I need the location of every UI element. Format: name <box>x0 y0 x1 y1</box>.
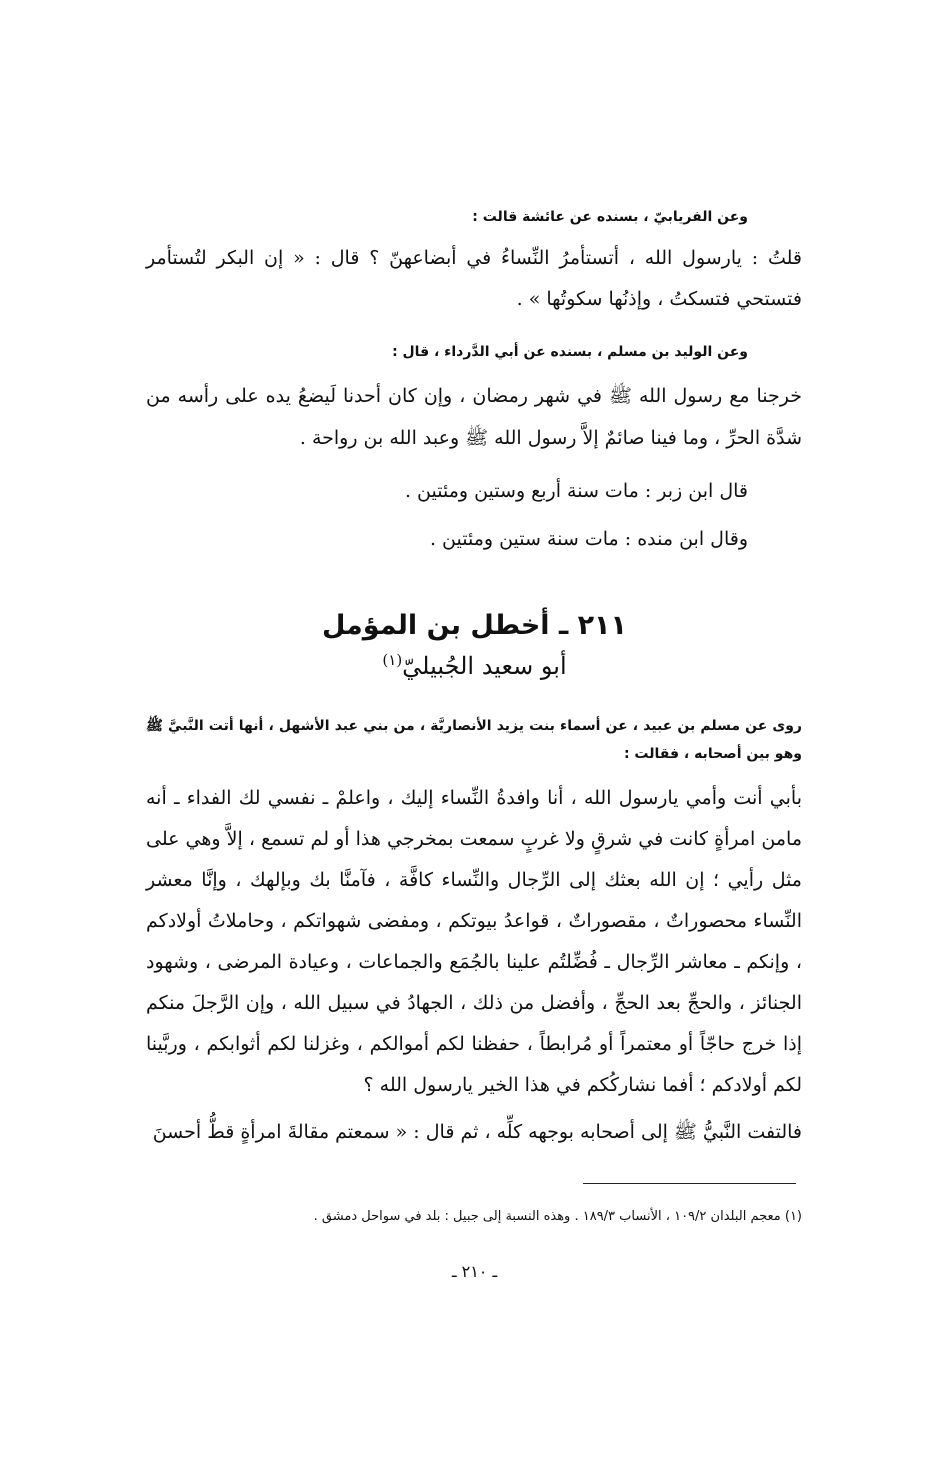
page-number: ـ ٢١٠ ـ <box>451 1262 498 1281</box>
entry-subtitle-line <box>0 648 949 684</box>
death-note-ibn-mandah: وقال ابن منده : مات سنة ستين ومئتين . <box>429 528 748 550</box>
entry-subtitle: أبو سعيد الجُبيليّ <box>402 652 567 680</box>
footnote-divider <box>583 1183 796 1184</box>
entry-paragraph-2: فالتفت النَّبيُّ ﷺ إلى أصحابه بوجهه كلِّه ، ثم قال : « سمعتم مقالةَ امرأةٍ قطُّ أحسنَ <box>152 1121 802 1143</box>
isnad-aisha: وعن الفريابيّ ، بسنده عن عائشة قالت : <box>472 209 748 225</box>
footnote-marker: (١) <box>382 651 403 669</box>
death-note-ibn-zabr: قال ابن زبر : مات سنة أربع وستين ومئتين . <box>404 480 748 502</box>
entry-title: ٢١١ ـ أخطل بن المؤمل <box>321 610 628 641</box>
entry-paragraph-1: بأبي أنت وأمي يارسول الله ، أنا وافدةُ النِّساء إليك ، واعلمْ ـ نفسي لك الفداء ـ أنه مامن امرأةٍ كانت في شرقٍ ولا غربٍ سمعت بمخرجي هذا أو لم تسمع ، إلاَّ وهي على مثل رأيي ؛ إن الله بعثك إلى الرِّجال والنِّساء كافَّة ، فآمنَّا بك وبإلهك ، وإنَّا معشر النِّساء محصوراتٌ ، مقصوراتٌ ، قواعدُ بيوتكم ، ومفضى شهواتكم ، وحاملاتُ أولادكم ، وإنكم ـ معاشر الرِّجال ـ فُضِّلتُم علينا بالجُمَع والجماعات ، وعيادة المرضى ، وشهود الجنائز ، والحجِّ بعد الحجِّ ، وأفضل من ذلك ، الجهادُ في سبيل الله ، وإن الرَّجلَ منكم إذا خرج حاجّاً أو معتمراً أو مُرابطاً ، حفظنا لكم أموالكم ، وغزلنا لكم أثوابكم ، وربَّينا لكم أولادكم ؛ أفما نشاركُكم في هذا الخير يارسول الله ؟ <box>146 787 802 1096</box>
hadith-abu-darda-text: خرجنا مع رسول الله ﷺ في شهر رمضان ، وإن كان أحدنا لَيضعُ يده على رأسه من شدَّة الحرِّ ، وما فينا صائمٌ إلاَّ رسول الله ﷺ وعبد الله بن رواحة . <box>146 385 802 449</box>
entry-isnad: روى عن مسلم بن عبيد ، عن أسماء بنت يزيد الأنصاريَّة ، من بني عبد الأشهل ، أنها أتت النَّبيَّ ﷺ وهو بين أصحابه ، فقالت : <box>146 718 802 762</box>
isnad-abu-darda: وعن الوليد بن مسلم ، بسنده عن أبي الدَّرداء ، قال : <box>392 344 748 360</box>
hadith-aisha-text: قلتُ : يارسول الله ، أتستأمرُ النِّساءُ في أبضاعهنّ ؟ قال : « إن البكر لتُستأمر فتستحي فتسكتُ ، وإذنُها سكوتُها » . <box>146 247 802 310</box>
footnote-text: (١) معجم البلدان ١٠٩/٢ ، الأنساب ١٨٩/٣ . وهذه النسبة إلى جبيل : بلد في سواحل دمشق . <box>313 1209 802 1224</box>
